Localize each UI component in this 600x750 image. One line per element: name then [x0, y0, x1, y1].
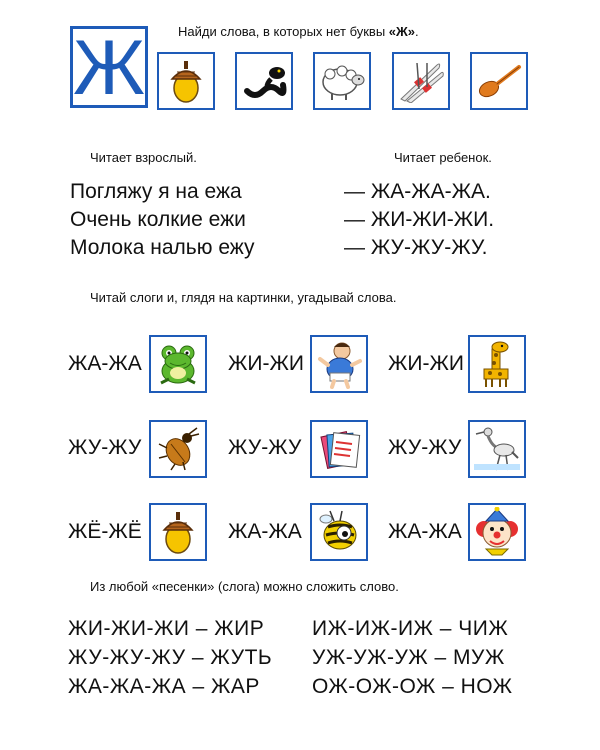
poem-line-3-adult: Молока налью ежу — [70, 236, 255, 259]
song-left-1: ЖИ-ЖИ-ЖИ – ЖИР — [68, 617, 265, 640]
song-right-2: УЖ-УЖ-УЖ – МУЖ — [312, 646, 505, 669]
big-letter-frame — [70, 23, 148, 111]
child-reads-label: Читает ребенок. — [394, 150, 492, 165]
songs-right-column — [312, 614, 513, 701]
frog-picture[interactable] — [149, 335, 207, 393]
clown-icon — [472, 507, 522, 557]
instruction-letter: «Ж» — [388, 24, 416, 39]
syllable-r3c1: ЖЁ-ЖЁ — [68, 520, 142, 543]
sheep-picture[interactable] — [313, 52, 371, 110]
syllable-r1c3: ЖИ-ЖИ — [388, 352, 464, 375]
big-letter: Ж — [72, 23, 146, 111]
poem-child-lines — [344, 178, 494, 262]
syllable-r1c1: ЖА-ЖА — [68, 352, 142, 375]
song-right-3: ОЖ-ОЖ-ОЖ – НОЖ — [312, 675, 513, 698]
crane-bird-icon — [472, 424, 522, 474]
frog-icon — [153, 339, 203, 389]
syllable-r2c1: ЖУ-ЖУ — [68, 436, 142, 459]
songs-left-column — [68, 614, 272, 701]
giraffe-picture[interactable] — [468, 335, 526, 393]
adult-reads-label: Читает взрослый. — [90, 150, 197, 165]
acorn-picture[interactable] — [157, 52, 215, 110]
sheep-icon — [318, 60, 366, 102]
header-instruction: Найди слова, в которых нет буквы «Ж». — [178, 24, 419, 39]
syllable-r2c2: ЖУ-ЖУ — [228, 436, 302, 459]
beetle-icon — [153, 424, 203, 474]
poem-line-1-child: — ЖА-ЖА-ЖА. — [344, 180, 491, 203]
syllable-r2c3: ЖУ-ЖУ — [388, 436, 462, 459]
acorn-picture-2[interactable] — [149, 503, 207, 561]
magazine-icon — [314, 424, 364, 474]
fat-boy-picture[interactable] — [310, 335, 368, 393]
syllable-r3c2: ЖА-ЖА — [228, 520, 302, 543]
magazine-picture[interactable] — [310, 420, 368, 478]
clown-picture[interactable] — [468, 503, 526, 561]
acorn-icon — [164, 57, 208, 105]
giraffe-icon — [472, 339, 522, 389]
poem-line-2-adult: Очень колкие ежи — [70, 208, 246, 231]
snake-icon — [241, 61, 287, 101]
beetle-picture[interactable] — [149, 420, 207, 478]
bee-icon — [314, 507, 364, 557]
skis-icon — [397, 59, 445, 103]
poem-line-1-adult: Погляжу я на ежа — [70, 180, 242, 203]
song-right-1: ИЖ-ИЖ-ИЖ – ЧИЖ — [312, 617, 509, 640]
poem-line-2-child: — ЖИ-ЖИ-ЖИ. — [344, 208, 495, 231]
syllables-instruction: Читай слоги и, глядя на картинки, угадывай слова. — [90, 290, 397, 305]
song-left-2: ЖУ-ЖУ-ЖУ – ЖУТЬ — [68, 646, 273, 669]
spoon-picture[interactable] — [470, 52, 528, 110]
poem-adult-lines — [70, 178, 255, 262]
skis-picture[interactable] — [392, 52, 450, 110]
song-left-3: ЖА-ЖА-ЖА – ЖАР — [68, 675, 260, 698]
songs-instruction: Из любой «песенки» (слога) можно сложить слово. — [90, 579, 399, 594]
poem-line-3-child: — ЖУ-ЖУ-ЖУ. — [344, 236, 488, 259]
acorn-icon — [156, 507, 200, 557]
fat-boy-icon — [314, 339, 364, 389]
spoon-icon — [475, 59, 523, 103]
bee-picture[interactable] — [310, 503, 368, 561]
syllable-r1c2: ЖИ-ЖИ — [228, 352, 304, 375]
snake-picture[interactable] — [235, 52, 293, 110]
syllable-r3c3: ЖА-ЖА — [388, 520, 462, 543]
crane-bird-picture[interactable] — [468, 420, 526, 478]
